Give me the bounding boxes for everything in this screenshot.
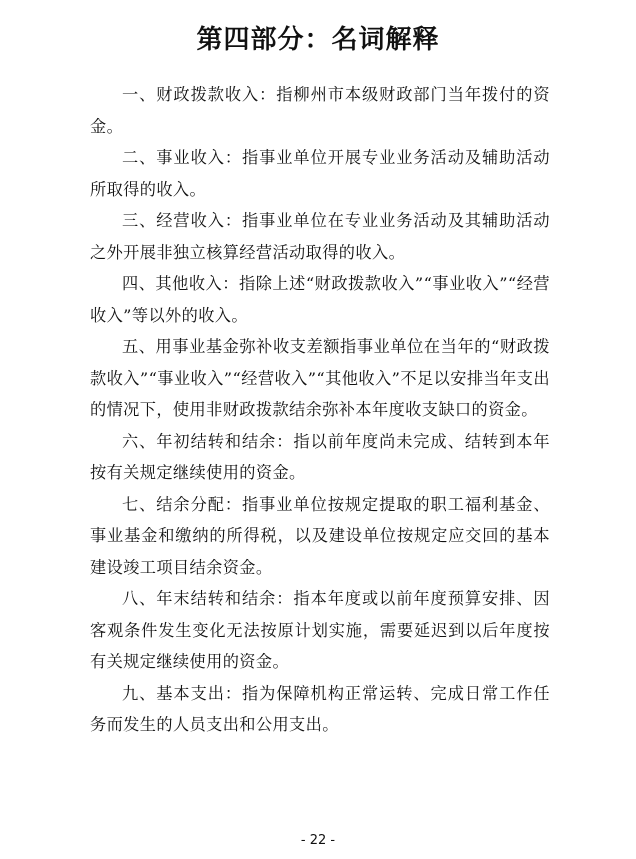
paragraph-6: 六、年初结转和结余：指以前年度尚未完成、结转到本年按有关规定继续使用的资金。 xyxy=(90,431,550,482)
paragraph-8: 八、年末结转和结余：指本年度或以前年度预算安排、因客观条件发生变化无法按原计划实施，需要延迟到以后年度按有关规定继续使用的资金。 xyxy=(90,589,550,671)
paragraph-2: 二、事业收入：指事业单位开展专业业务活动及辅助活动所取得的收入。 xyxy=(90,148,550,199)
paragraph-7: 七、结余分配：指事业单位按规定提取的职工福利基金、事业基金和缴纳的所得税，以及建设单位按规定应交回的基本建设竣工项目结余资金。 xyxy=(90,494,550,577)
paragraph-5: 五、用事业基金弥补收支差额指事业单位在当年的“财政拨款收入”“事业收入”“经营收入”“其他收入”不足以安排当年支出的情况下，使用非财政拨款结余弥补本年度收支缺口的资金。 xyxy=(90,337,550,419)
paragraph-3: 三、经营收入：指事业单位在专业业务活动及其辅助活动之外开展非独立核算经营活动取得的收入。 xyxy=(90,211,550,262)
paragraph-1: 一、财政拨款收入：指柳州市本级财政部门当年拨付的资金。 xyxy=(90,85,550,136)
document-body xyxy=(90,79,550,741)
paragraph-9: 九、基本支出：指为保障机构正常运转、完成日常工作任务而发生的人员支出和公用支出。 xyxy=(90,683,550,734)
paragraph-4: 四、其他收入：指除上述“财政拨款收入”“事业收入”“经营收入”等以外的收入。 xyxy=(90,274,550,325)
page-number: - 22 - xyxy=(300,833,336,848)
page-title: 第四部分：名词解释 xyxy=(196,25,440,55)
